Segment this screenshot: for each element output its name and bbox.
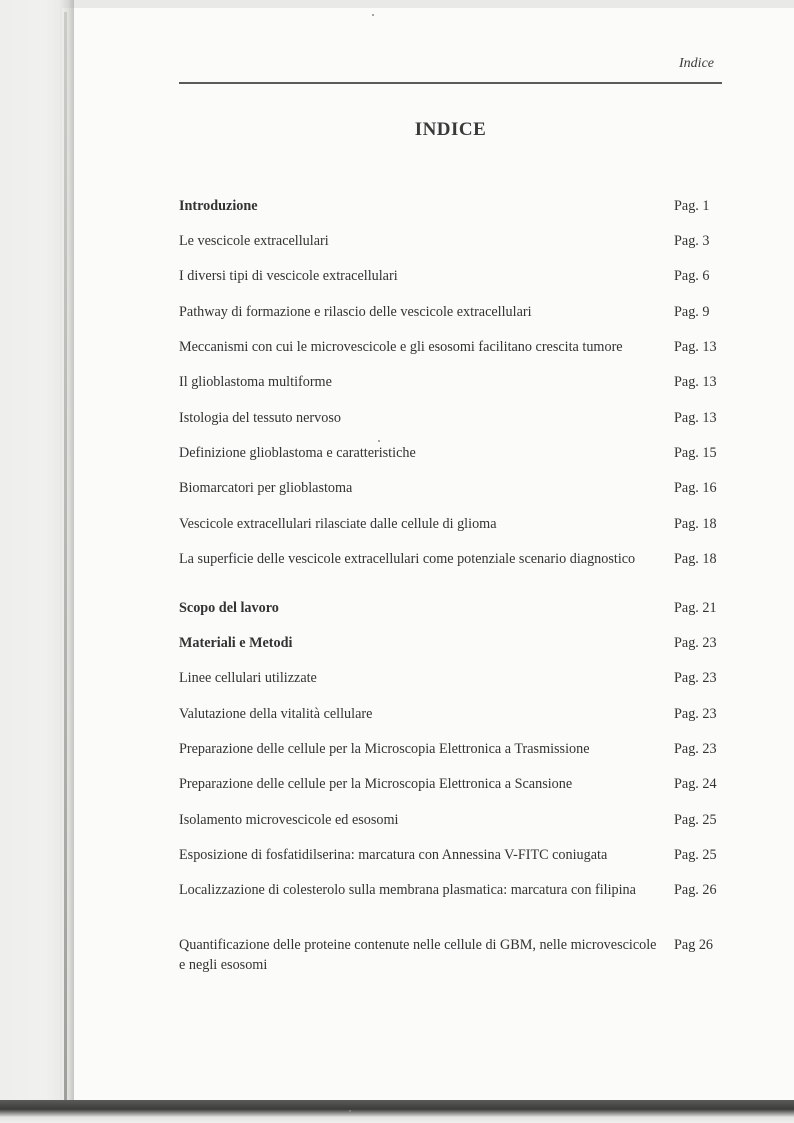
toc-entry xyxy=(179,231,724,251)
toc-entry-title: La superficie delle vescicole extracellulari come potenziale scenario diagnostico xyxy=(179,551,636,567)
toc-entry xyxy=(179,514,724,534)
toc-entry xyxy=(179,845,724,865)
toc-entry-page: Pag. 6 xyxy=(674,268,710,284)
toc-entry-page: Pag. 24 xyxy=(674,776,717,792)
toc-entry-title: Le vescicole extracellulari xyxy=(179,233,329,249)
toc-entry-title: Linee cellulari utilizzate xyxy=(179,670,317,686)
scan-speck xyxy=(349,1110,351,1112)
toc-entry xyxy=(179,704,724,724)
toc-entry-title: Localizzazione di colesterolo sulla membrana plasmatica: marcatura con filipina xyxy=(179,882,636,898)
toc-entry xyxy=(179,668,724,688)
toc-entry-page: Pag. 9 xyxy=(674,304,710,320)
toc-entry xyxy=(179,810,724,830)
scan-bottom-edge xyxy=(0,1100,794,1123)
toc-entry-title: Pathway di formazione e rilascio delle vescicole extracellulari xyxy=(179,304,532,320)
toc-entry-title: Isolamento microvescicole ed esosomi xyxy=(179,812,399,828)
scan-speck xyxy=(378,440,380,442)
toc-entry-title: Vescicole extracellulari rilasciate dalle cellule di glioma xyxy=(179,516,497,532)
toc-entry-page: Pag. 13 xyxy=(674,339,717,355)
toc-entry-title: Valutazione della vitalità cellulare xyxy=(179,706,373,722)
toc-entry-title: Preparazione delle cellule per la Microscopia Elettronica a Trasmissione xyxy=(179,741,590,757)
toc-entry xyxy=(179,774,724,794)
toc-entry-title: Scopo del lavoro xyxy=(179,600,279,616)
toc-entry xyxy=(179,266,724,286)
toc-entry-title: Quantificazione delle proteine contenute nelle cellule di GBM, nelle microvescicole e negli esosomi xyxy=(179,937,657,973)
toc-entry-title: Il glioblastoma multiforme xyxy=(179,374,332,390)
toc-entry-page: Pag. 13 xyxy=(674,374,717,390)
toc-entry xyxy=(179,739,724,759)
toc-entry-title: Esposizione di fosfatidilserina: marcatura con Annessina V-FITC coniugata xyxy=(179,847,608,863)
toc-entry-page: Pag. 3 xyxy=(674,233,710,249)
toc-entry-title: Introduzione xyxy=(179,198,258,214)
toc-entry-page: Pag. 26 xyxy=(674,882,717,898)
toc-entry-page: Pag. 25 xyxy=(674,812,717,828)
toc-entry xyxy=(179,443,724,463)
toc-entry-title: Istologia del tessuto nervoso xyxy=(179,410,341,426)
toc-entry-page: Pag. 1 xyxy=(674,198,710,214)
toc-entry xyxy=(179,598,724,618)
toc-entry-page: Pag. 23 xyxy=(674,741,717,757)
toc-entry-title: Definizione glioblastoma e caratteristiche xyxy=(179,445,416,461)
toc-entry xyxy=(179,478,724,498)
toc-entry xyxy=(179,408,724,428)
toc-entry-title: I diversi tipi di vescicole extracellulari xyxy=(179,268,398,284)
toc-entry xyxy=(179,372,724,392)
toc-entry xyxy=(179,337,724,357)
toc-entry-page: Pag. 23 xyxy=(674,706,717,722)
toc-entry xyxy=(179,549,724,569)
toc-entry-page: Pag. 23 xyxy=(674,635,717,651)
toc-entry-title: Preparazione delle cellule per la Microscopia Elettronica a Scansione xyxy=(179,776,573,792)
toc-entry xyxy=(179,633,724,653)
toc-entry-title: Meccanismi con cui le microvescicole e gli esosomi facilitano crescita tumore xyxy=(179,339,623,355)
toc-entry-page: Pag. 18 xyxy=(674,516,717,532)
toc-entry-page: Pag 26 xyxy=(674,937,714,953)
toc-entry-page: Pag. 23 xyxy=(674,670,717,686)
scan-speck xyxy=(372,14,374,16)
toc-entry-page: Pag. 21 xyxy=(674,600,717,616)
toc-entry xyxy=(179,880,724,900)
toc-entry-page: Pag. 18 xyxy=(674,551,717,567)
toc-entry-title: Biomarcatori per glioblastoma xyxy=(179,480,353,496)
toc-entry xyxy=(179,935,724,975)
toc-entry xyxy=(179,302,724,322)
toc-entry-page: Pag. 16 xyxy=(674,480,717,496)
book-spine-shadow xyxy=(0,0,74,1123)
toc-entry-title: Materiali e Metodi xyxy=(179,635,293,651)
toc-entry xyxy=(179,196,724,216)
page-title: INDICE xyxy=(414,119,487,140)
toc-entry-page: Pag. 25 xyxy=(674,847,717,863)
toc-entry-page: Pag. 13 xyxy=(674,410,717,426)
running-header: Indice xyxy=(679,56,714,71)
page-edge-line xyxy=(64,12,67,1102)
header-rule xyxy=(179,82,722,84)
toc-entry-page: Pag. 15 xyxy=(674,445,717,461)
